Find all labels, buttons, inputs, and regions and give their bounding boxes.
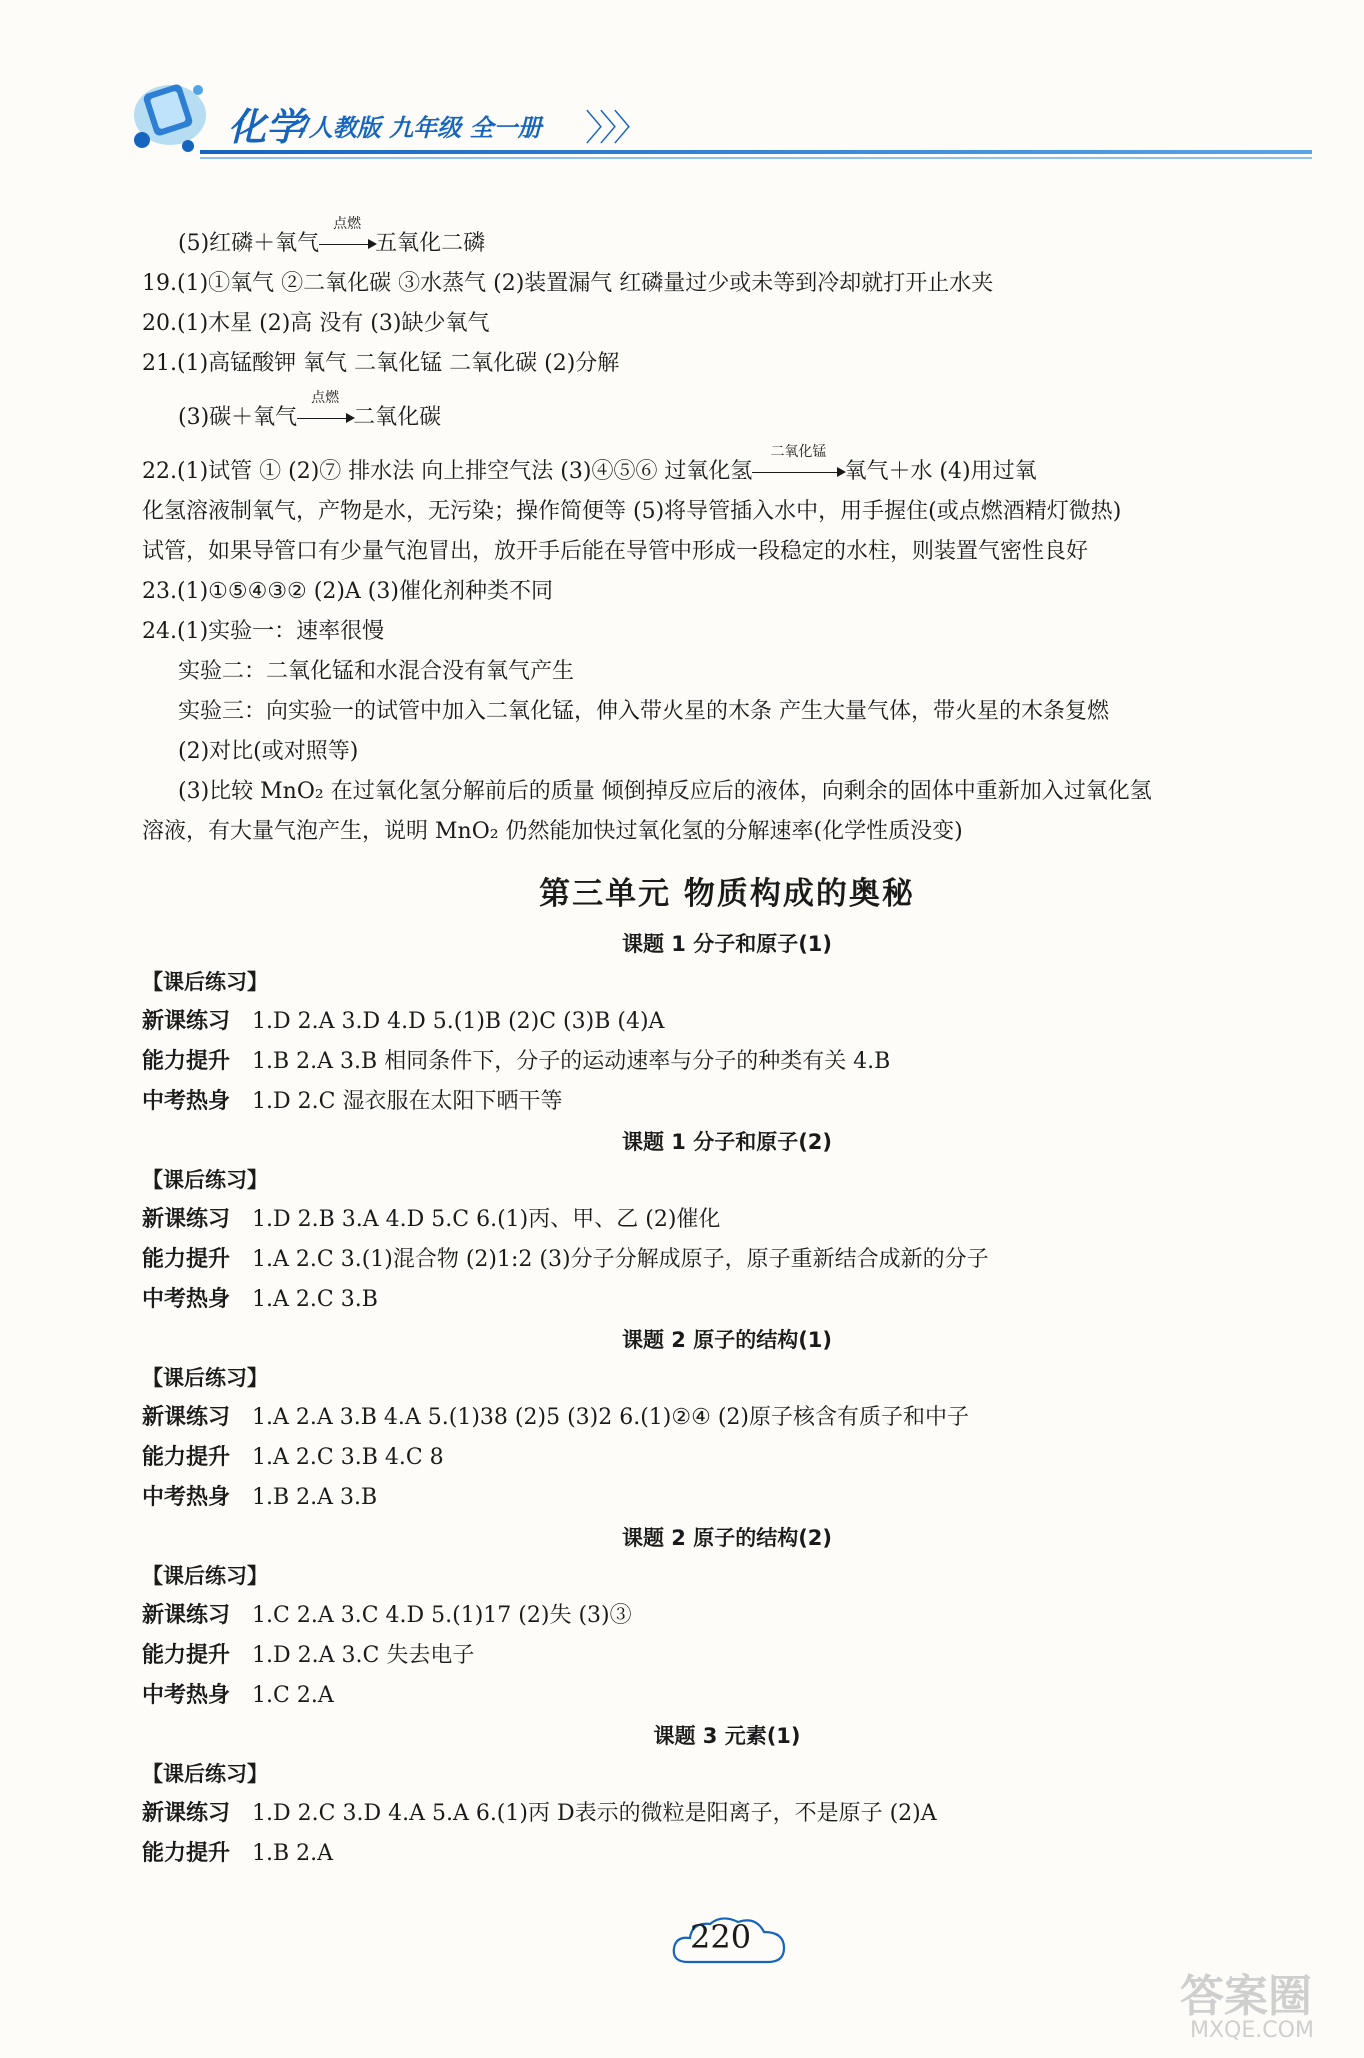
lesson-title: 课题 1 分子和原子(2) (621, 1130, 833, 1154)
answer-row: 中考热身 1.A 2.C 3.B (142, 1287, 378, 1312)
page-header (0, 0, 1364, 175)
answer-18-5: (5)红磷＋氧气 点燃 五氧化二磷 (178, 216, 486, 256)
lesson-title: 课题 2 原子的结构(2) (621, 1526, 833, 1550)
answer-21-3: (3)碳＋氧气 点燃 二氧化碳 (178, 390, 442, 430)
lesson-title: 课题 3 元素(1) (653, 1724, 801, 1748)
answer-24-exp2: 实验二：二氧化锰和水混合没有氧气产生 (178, 659, 575, 684)
answer-22-cont: 化氢溶液制氧气，产物是水，无污染；操作简便等 (5)将导管插入水中，用手握住(或点燃酒精灯微热) (142, 499, 1122, 524)
answer-row: 新课练习 1.D 2.C 3.D 4.A 5.A 6.(1)丙 D表示的微粒是阳离子，不是原子 (2)A (142, 1801, 937, 1826)
answer-row: 中考热身 1.D 2.C 湿衣服在太阳下晒干等 (142, 1089, 563, 1114)
answer-24-2: (2)对比(或对照等) (178, 739, 359, 764)
answer-row: 能力提升 1.A 2.C 3.B 4.C 8 (142, 1445, 444, 1470)
answer-row: 能力提升 1.D 2.A 3.C 失去电子 (142, 1643, 475, 1668)
answer-row: 新课练习 1.A 2.A 3.B 4.A 5.(1)38 (2)5 (3)2 6.(1)②④ (2)原子核含有质子和中子 (142, 1405, 969, 1430)
answer-19: 19.(1)①氧气 ②二氧化碳 ③水蒸气 (2)装置漏气 红磷量过少或未等到冷却就打开止水夹 (142, 271, 994, 296)
header-rule-thin (200, 157, 1312, 159)
lesson-title: 课题 1 分子和原子(1) (621, 932, 833, 956)
answer-row: 新课练习 1.D 2.B 3.A 4.D 5.C 6.(1)丙、甲、乙 (2)催化 (142, 1207, 721, 1232)
answer-22: 22.(1)试管 ① (2)⑦ 排水法 向上排空气法 (3)④⑤⑥ 过氧化氢 二氧化锰 氧气＋水 (4)用过氧 (142, 444, 1037, 484)
answer-row: 中考热身 1.C 2.A (142, 1683, 334, 1708)
answer-22-cont: 试管，如果导管口有少量气泡冒出，放开手后能在导管中形成一段稳定的水柱，则装置气密性良好 (142, 539, 1089, 564)
header-edition: /人教版 九年级 全一册 (300, 113, 542, 142)
answer-24-3-cont: 溶液，有大量气泡产生，说明 MnO₂ 仍然能加快过氧化氢的分解速率(化学性质没变) (142, 819, 963, 844)
section-label: 【课后练习】 (142, 1564, 268, 1588)
header-subject: 化学 (228, 104, 305, 149)
answer-row: 新课练习 1.C 2.A 3.C 4.D 5.(1)17 (2)失 (3)③ (142, 1603, 632, 1628)
unit-title: 第三单元 物质构成的奥秘 (539, 876, 915, 912)
answer-23: 23.(1)①⑤④③② (2)A (3)催化剂种类不同 (142, 579, 553, 604)
header-rule (200, 150, 1312, 154)
answer-row: 能力提升 1.A 2.C 3.(1)混合物 (2)1:2 (3)分子分解成原子，原子重新结合成新的分子 (142, 1247, 989, 1272)
answer-row: 中考热身 1.B 2.A 3.B (142, 1485, 378, 1510)
answer-row: 能力提升 1.B 2.A (142, 1841, 334, 1866)
page-number: 220 (690, 1918, 752, 1956)
watermark-logo: 答案圈 (1180, 1971, 1312, 2022)
section-label: 【课后练习】 (142, 1168, 268, 1192)
header-chevrons: 〉〉〉 (585, 108, 646, 149)
answer-24: 24.(1)实验一：速率很慢 (142, 619, 385, 644)
reaction-arrow: 点燃 (319, 231, 375, 256)
reaction-arrow: 点燃 (297, 405, 353, 430)
reaction-arrow: 二氧化锰 (752, 459, 844, 484)
answer-20: 20.(1)木星 (2)高 没有 (3)缺少氧气 (142, 311, 490, 336)
section-label: 【课后练习】 (142, 970, 268, 994)
answer-21: 21.(1)高锰酸钾 氧气 二氧化锰 二氧化碳 (2)分解 (142, 351, 620, 376)
watermark-url: MXQE.COM (1190, 2018, 1314, 2043)
section-label: 【课后练习】 (142, 1366, 268, 1390)
answer-24-3: (3)比较 MnO₂ 在过氧化氢分解前后的质量 倾倒掉反应后的液体，向剩余的固体中重新加入过氧化氢 (178, 779, 1152, 804)
answer-row: 新课练习 1.D 2.A 3.D 4.D 5.(1)B (2)C (3)B (4)A (142, 1009, 665, 1034)
answer-24-exp3: 实验三：向实验一的试管中加入二氧化锰，伸入带火星的木条 产生大量气体，带火星的木条复燃 (178, 699, 1109, 724)
lesson-title: 课题 2 原子的结构(1) (621, 1328, 833, 1352)
answer-row: 能力提升 1.B 2.A 3.B 相同条件下，分子的运动速率与分子的种类有关 4.B (142, 1049, 891, 1074)
section-label: 【课后练习】 (142, 1762, 268, 1786)
book-mascot-icon (118, 60, 218, 160)
